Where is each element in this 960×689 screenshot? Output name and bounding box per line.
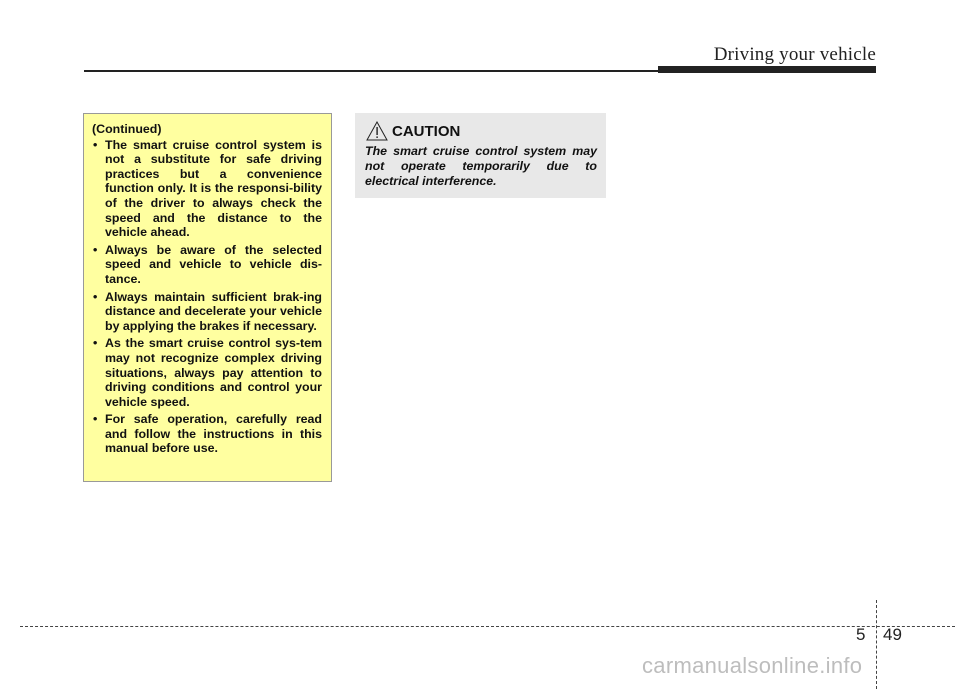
bullet: • — [93, 242, 98, 257]
warning-item-text: Always be aware of the selected speed and vehicle to vehicle dis-tance. — [105, 242, 322, 286]
bullet: • — [93, 137, 98, 152]
warning-list — [92, 138, 322, 456]
warning-item-text: As the smart cruise control sys-tem may not recognize complex driving situations, always pay attention to driving conditions and control your vehicle speed. — [105, 336, 322, 409]
bullet: • — [93, 336, 98, 351]
chapter-number: 5 — [856, 625, 866, 644]
warning-list-item — [92, 336, 322, 409]
warning-continued-label: (Continued) — [92, 122, 162, 136]
watermark: carmanualsonline.info — [642, 653, 863, 678]
page-header-title: Driving your vehicle — [713, 44, 876, 65]
warning-item-text: Always maintain sufficient brak-ing distance and decelerate your vehicle by applying the brakes if necessary. — [105, 289, 322, 333]
warning-list-item — [92, 138, 322, 240]
footer-divider — [20, 626, 955, 627]
page-number: 49 — [883, 625, 902, 644]
warning-box — [83, 113, 332, 482]
caution-box — [355, 113, 606, 198]
header-divider-thick — [658, 66, 876, 73]
header-divider-thin — [84, 70, 662, 72]
warning-list-item — [92, 412, 322, 456]
bullet: • — [93, 412, 98, 427]
warning-triangle-icon — [366, 121, 388, 141]
warning-item-text: For safe operation, carefully read and follow the instructions in this manual before use. — [105, 412, 322, 456]
caution-header — [365, 120, 597, 142]
caution-title: CAUTION — [392, 122, 461, 140]
page-number-separator — [876, 600, 877, 689]
caution-text: The smart cruise control system may not operate temporarily due to electrical interference. — [365, 144, 597, 188]
warning-list-item — [92, 243, 322, 287]
warning-list-item — [92, 290, 322, 334]
bullet: • — [93, 289, 98, 304]
warning-item-text: The smart cruise control system is not a substitute for safe driving practices but a convenience function only. It is the responsi-bility of the driver to always check the speed and the distance to the vehicle ahead. — [105, 137, 322, 240]
